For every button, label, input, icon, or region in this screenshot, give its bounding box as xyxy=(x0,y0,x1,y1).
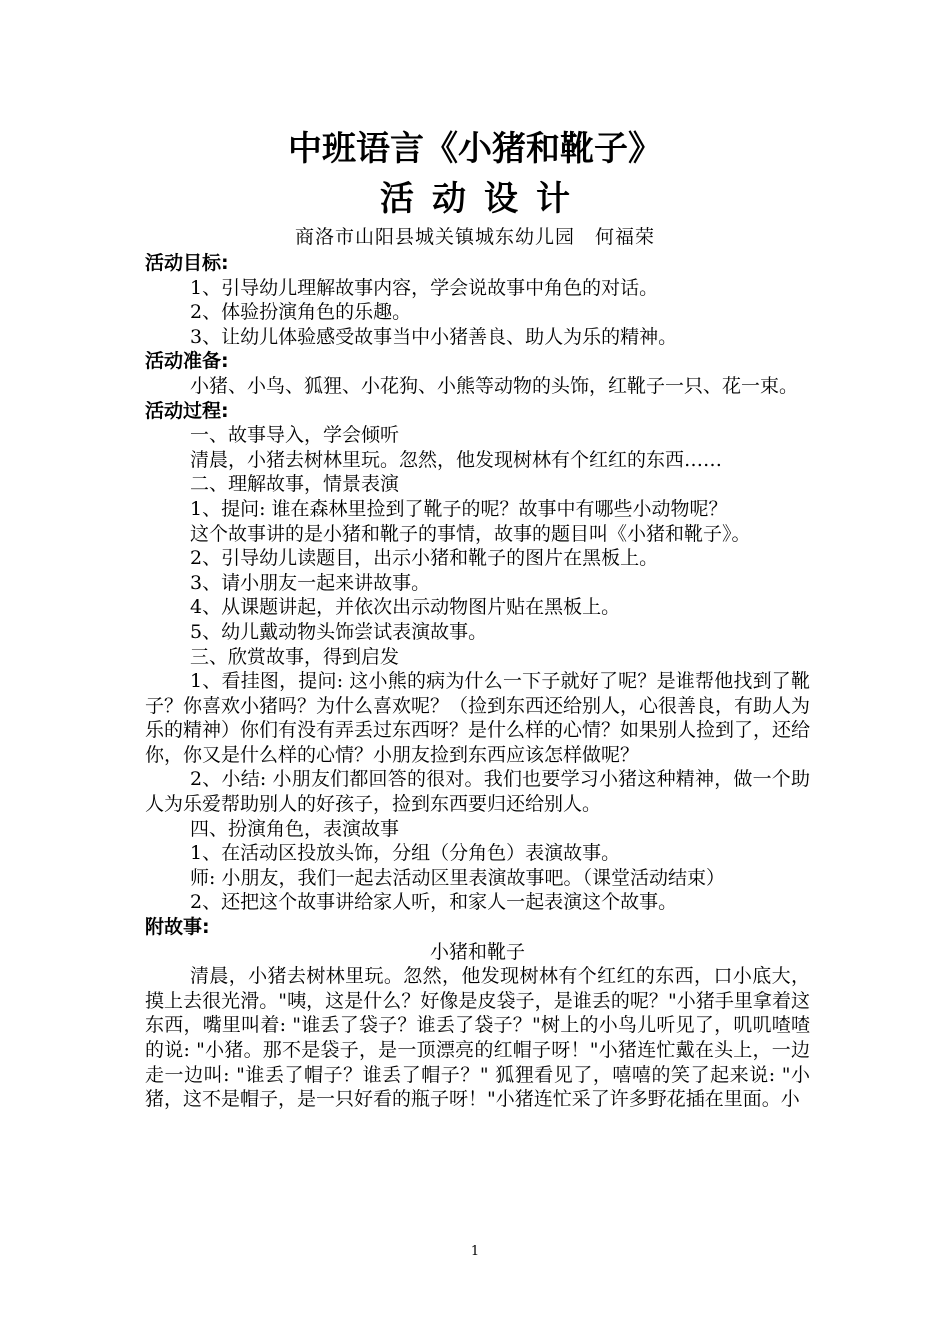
author-line: 商洛市山阳县城关镇城东幼儿园 何福荣 xyxy=(294,226,655,248)
process-step: 3、请小朋友一起来讲故事。 xyxy=(190,571,431,594)
process-step: 四、扮演角色，表演故事 xyxy=(190,817,400,840)
page-number: 1 xyxy=(470,1244,480,1259)
story-heading: 附故事: xyxy=(145,916,210,939)
process-step: 5、幼儿戴动物头饰尝试表演故事。 xyxy=(190,620,488,643)
process-step: 二、理解故事，情景表演 xyxy=(190,473,400,496)
goal-item: 2、体验扮演角色的乐趣。 xyxy=(190,301,412,324)
goal-item: 3、让幼儿体验感受故事当中小猪善良、助人为乐的精神。 xyxy=(190,325,678,348)
process-step: 1、看挂图，提问: 这小熊的病为什么一下子就好了呢？是谁帮他找到了靴子？你喜欢小猪吗？为什么喜欢呢？（捡到东西还给别人，心很善良，有助人为乐的精神）你们有没有弄丢过东西呀？是什么样的心情？如果别人捡到了，还给你，你又是什么样的心情？小朋友捡到东西应该怎样做呢？ xyxy=(145,670,811,766)
process-step: 4、从课题讲起，并依次出示动物图片贴在黑板上。 xyxy=(190,596,621,619)
process-heading: 活动过程: xyxy=(145,399,229,422)
document-body xyxy=(145,251,810,1112)
process-step: 2、小结: 小朋友们都回答的很对。我们也要学习小猪这种精神，做一个助人为乐爱帮助别人的好孩子，捡到东西要归还给别人。 xyxy=(145,768,810,816)
goals-heading: 活动目标: xyxy=(145,252,229,274)
goal-item: 1、引导幼儿理解故事内容，学会说故事中角色的对话。 xyxy=(190,276,659,299)
document-title: 中班语言《小猪和靴子》 xyxy=(288,129,662,169)
process-step: 1、提问: 谁在森林里捡到了靴子的呢？故事中有哪些小动物呢？ xyxy=(190,497,728,520)
process-step: 2、还把这个故事讲给家人听，和家人一起表演这个故事。 xyxy=(190,891,678,914)
process-step: 2、引导幼儿读题目，出示小猪和靴子的图片在黑板上。 xyxy=(190,547,659,570)
process-step: 1、在活动区投放头饰，分组（分角色）表演故事。 xyxy=(190,842,621,865)
story-text: 清晨，小猪去树林里玩。忽然，他发现树林有个红红的东西，口小底大，摸上去很光滑。"咦，这是什么？好像是皮袋子，是谁丢的呢？"小猪手里拿着这东西，嘴里叫着: "谁丢了袋子？谁丢了袋子？"树上的小鸟儿听见了，叽叽喳喳的说: "小猪。那不是袋子，是一顶漂亮的红帽子呀！"小猪连忙戴在头上，一边走一边叫: "谁丢了帽子？谁丢了帽子？" 狐狸看见了，嘻嘻的笑了起来说: "小猪，这不是帽子，是一只好看的瓶子呀！"小猪连忙采了许多野花插在里面。小 xyxy=(145,965,810,1111)
document-subtitle: 活动设计 xyxy=(380,179,588,219)
prep-heading: 活动准备: xyxy=(145,350,229,373)
process-step: 这个故事讲的是小猪和靴子的事情，故事的题目叫《小猪和靴子》。 xyxy=(190,522,751,545)
story-title: 小猪和靴子 xyxy=(429,940,525,963)
process-step: 一、故事导入，学会倾听 xyxy=(190,424,400,447)
prep-text: 小猪、小鸟、狐狸、小花狗、小熊等动物的头饰，红靴子一只、花一束。 xyxy=(190,374,799,397)
process-step: 三、欣赏故事，得到启发 xyxy=(190,645,400,668)
process-step: 师: 小朋友，我们一起去活动区里表演故事吧。（课堂活动结束） xyxy=(190,866,725,889)
process-step: 清晨，小猪去树林里玩。忽然，他发现树林有个红红的东西…… xyxy=(190,448,723,471)
